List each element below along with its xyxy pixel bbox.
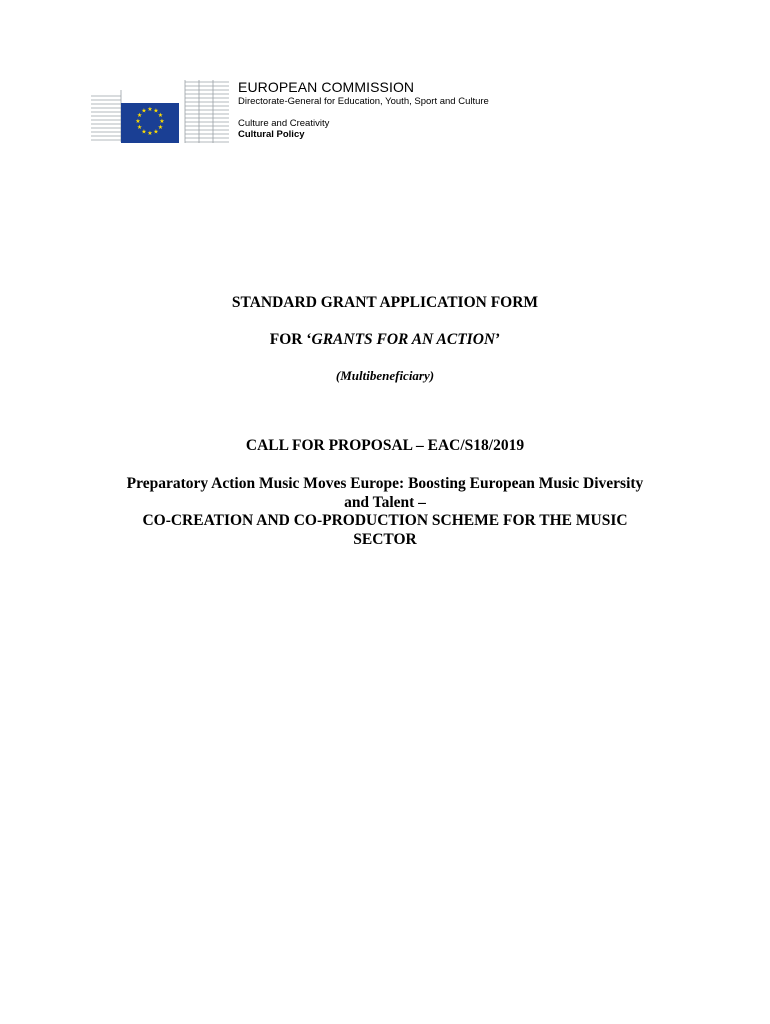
form-title: STANDARD GRANT APPLICATION FORM: [231, 294, 539, 311]
action-title-line-1: Preparatory Action Music Moves Europe: Boosting European Music Diversity: [126, 475, 644, 492]
european-commission-logo-icon: [91, 78, 231, 144]
form-subtitle: [60, 331, 710, 349]
directorate-name: Culture and Creativity: [238, 118, 330, 129]
svg-text:★: ★: [135, 118, 141, 125]
svg-text:★: ★: [159, 118, 165, 125]
action-title-line-2: and Talent –: [344, 493, 426, 511]
scheme-title-line-1: CO-CREATION AND CO-PRODUCTION SCHEME FOR THE MUSIC: [142, 512, 628, 530]
svg-text:★: ★: [141, 107, 147, 115]
unit-name: Cultural Policy: [238, 129, 305, 140]
subtitle-emphasis: GRANTS FOR AN ACTION: [311, 331, 496, 348]
scheme-title-line-2: SECTOR: [353, 531, 417, 549]
subtitle-suffix: ’: [495, 331, 501, 348]
svg-text:★: ★: [153, 107, 159, 115]
svg-text:★: ★: [153, 128, 159, 136]
svg-text:★: ★: [136, 124, 143, 131]
svg-text:★: ★: [141, 128, 147, 136]
header-text-block: [238, 79, 489, 140]
action-title: [60, 475, 710, 550]
svg-text:★: ★: [157, 124, 164, 131]
svg-text:★: ★: [157, 112, 164, 119]
directorate-general-name: Directorate-General for Education, Youth, Sport and Culture: [238, 96, 489, 107]
subtitle-prefix: FOR ‘: [269, 331, 312, 348]
svg-text:★: ★: [147, 106, 153, 113]
call-reference: CALL FOR PROPOSAL – EAC/S18/2019: [245, 437, 525, 454]
form-variant: (Multibeneficiary): [335, 368, 435, 383]
svg-text:★: ★: [136, 112, 143, 119]
berlaymont-building-icon: [91, 78, 231, 144]
svg-text:★: ★: [147, 130, 153, 137]
organization-name: EUROPEAN COMMISSION: [238, 79, 415, 95]
